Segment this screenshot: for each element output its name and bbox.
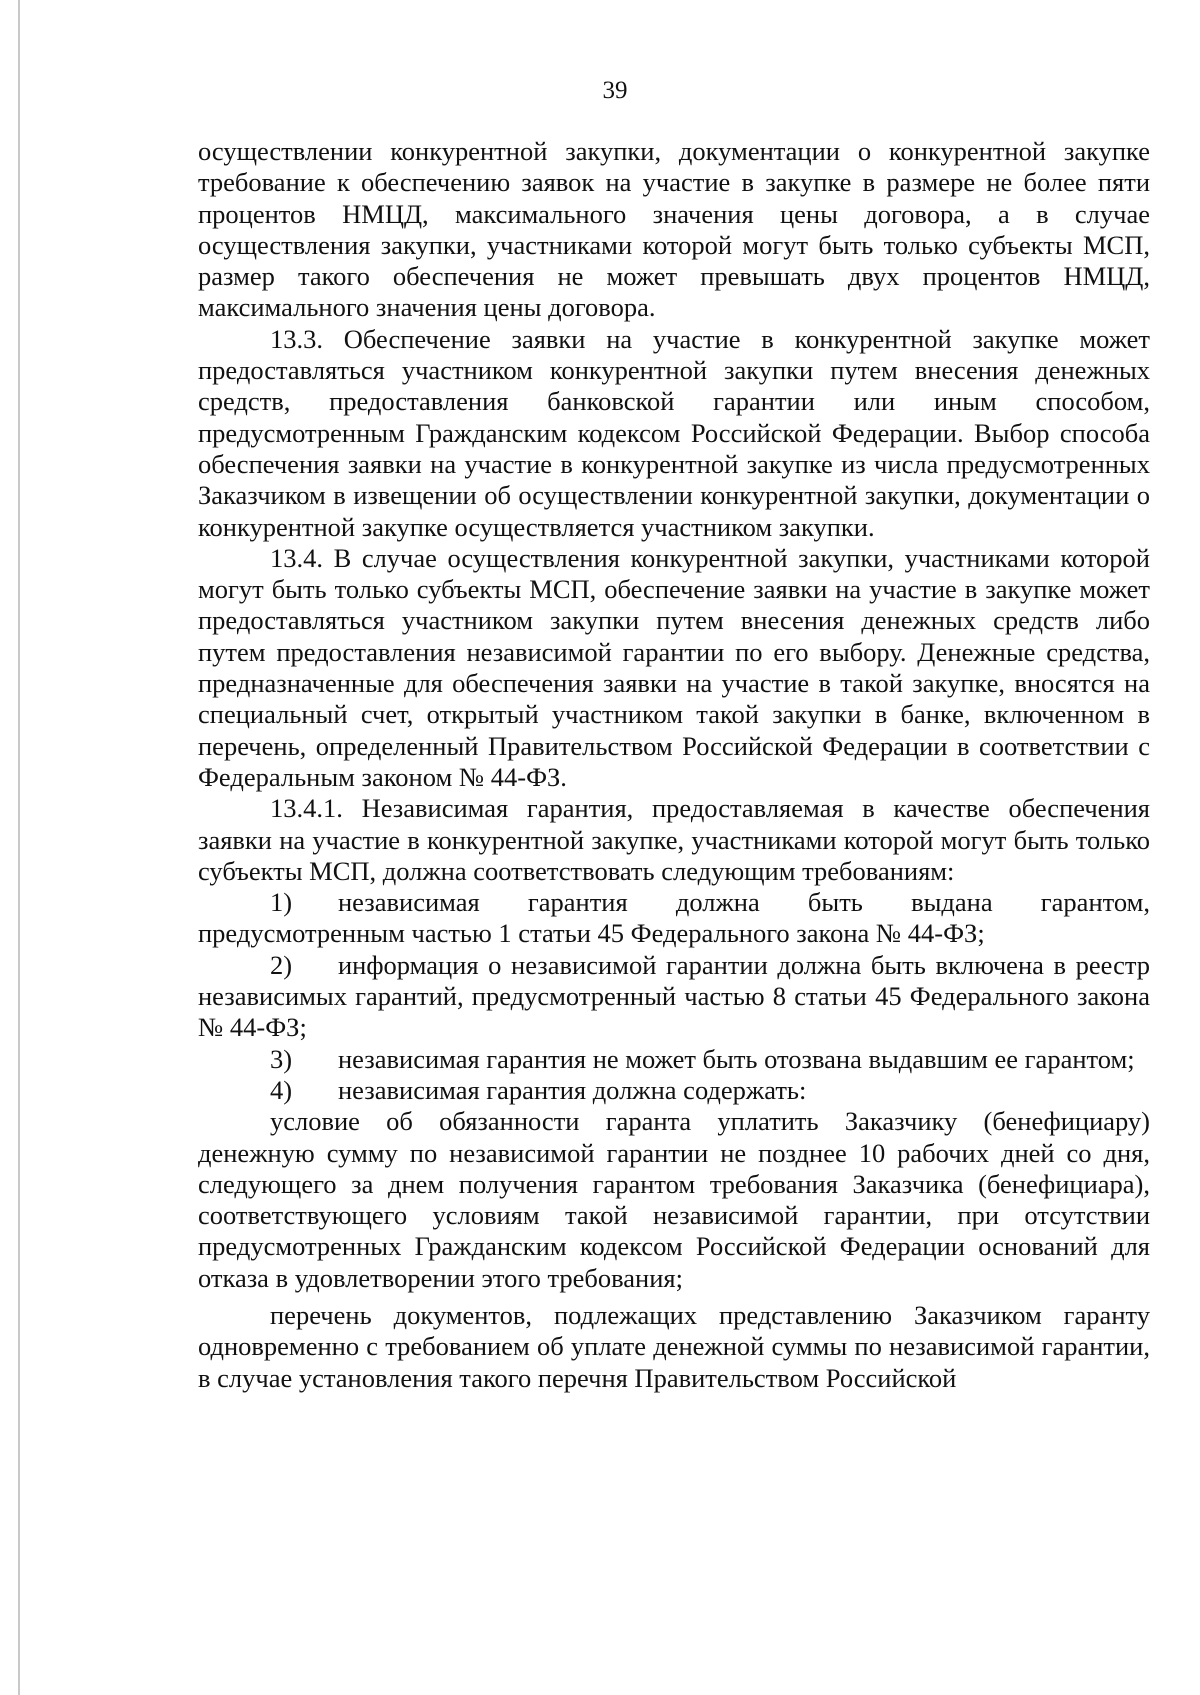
- list-item-4: [198, 1075, 1150, 1106]
- list-item-number: 3): [270, 1043, 293, 1074]
- paragraph-13-3: 13.3. Обеспечение заявки на участие в конкурентной закупке может предоставляться участником конкурентной закупки путем внесения денежных средств, предоставления банковской гарантии или иным способом, предусмотренным Гражданским кодексом Российской Федерации. Выбор способа обеспечения заявки на участие в конкурентной закупке из числа предусмотренных Заказчиком в извещении об осуществлении конкурентной закупки, документации о конкурентной закупке осуществляется участником закупки.: [198, 323, 1150, 542]
- scan-edge-line: [18, 0, 20, 1695]
- list-item-text: информация о независимой гарантии должна быть включена в реестр независимых гарантий, предусмотренный частью 8 статьи 45 Федерального закона № 44-ФЗ;: [198, 949, 1150, 1043]
- paragraph-13-4-1: 13.4.1. Независимая гарантия, предоставляемая в качестве обеспечения заявки на участие в конкурентной закупке, участниками которой могут быть только субъекты МСП, должна соответствовать следующим требованиям:: [198, 793, 1150, 886]
- list-item-2: [198, 950, 1150, 1044]
- list-item-text: независимая гарантия должна содержать:: [338, 1074, 807, 1105]
- list-item-3: [198, 1044, 1150, 1075]
- list-item-number: 1): [270, 887, 293, 918]
- list-item-number: 4): [270, 1074, 293, 1105]
- list-item-text: независимая гарантия не может быть отозвана выдавшим ее гарантом;: [338, 1043, 1135, 1074]
- paragraph-13-4: 13.4. В случае осуществления конкурентной закупки, участниками которой могут быть только субъекты МСП, обеспечение заявки на участие в закупке может предоставляться участником закупки путем внесения денежных средств либо путем предоставления независимой гарантии по его выбору. Денежные средства, предназначенные для обеспечения заявки на участие в такой закупке, вносятся на специальный счет, открытый участником такой закупки в банке, включенном в перечень, определенный Правительством Российской Федерации в соответствии с Федеральным законом № 44-ФЗ.: [198, 542, 1150, 792]
- paragraph-guarantee-condition: условие об обязанности гаранта уплатить Заказчику (бенефициару) денежную сумму по независимой гарантии не позднее 10 рабочих дней со дня, следующего за днем получения гарантом требования Заказчика (бенефициара), соответствующего условиям такой независимой гарантии, при отсутствии предусмотренных Гражданским кодексом Российской Федерации оснований для отказа в удовлетворении этого требования;: [198, 1106, 1150, 1293]
- list-item-text: независимая гарантия должна быть выдана гарантом, предусмотренным частью 1 статьи 45 Федерального закона № 44-ФЗ;: [198, 887, 1150, 949]
- page-number: 39: [602, 77, 628, 104]
- list-item-1: [198, 887, 1150, 950]
- paragraph-documents-list: перечень документов, подлежащих представлению Заказчиком гаранту одновременно с требованием об уплате денежной суммы по независимой гарантии, в случае установления такого перечня Правительством Российской: [198, 1299, 1150, 1393]
- document-body: [198, 136, 1150, 1394]
- list-item-number: 2): [270, 949, 293, 980]
- paragraph-continuation: осуществлении конкурентной закупки, документации о конкурентной закупке требование к обеспечению заявок на участие в закупке в размере не более пяти процентов НМЦД, максимального значения цены договора, а в случае осуществления закупки, участниками которой могут быть только субъекты МСП, размер такого обеспечения не может превышать двух процентов НМЦД, максимального значения цены договора.: [198, 136, 1150, 323]
